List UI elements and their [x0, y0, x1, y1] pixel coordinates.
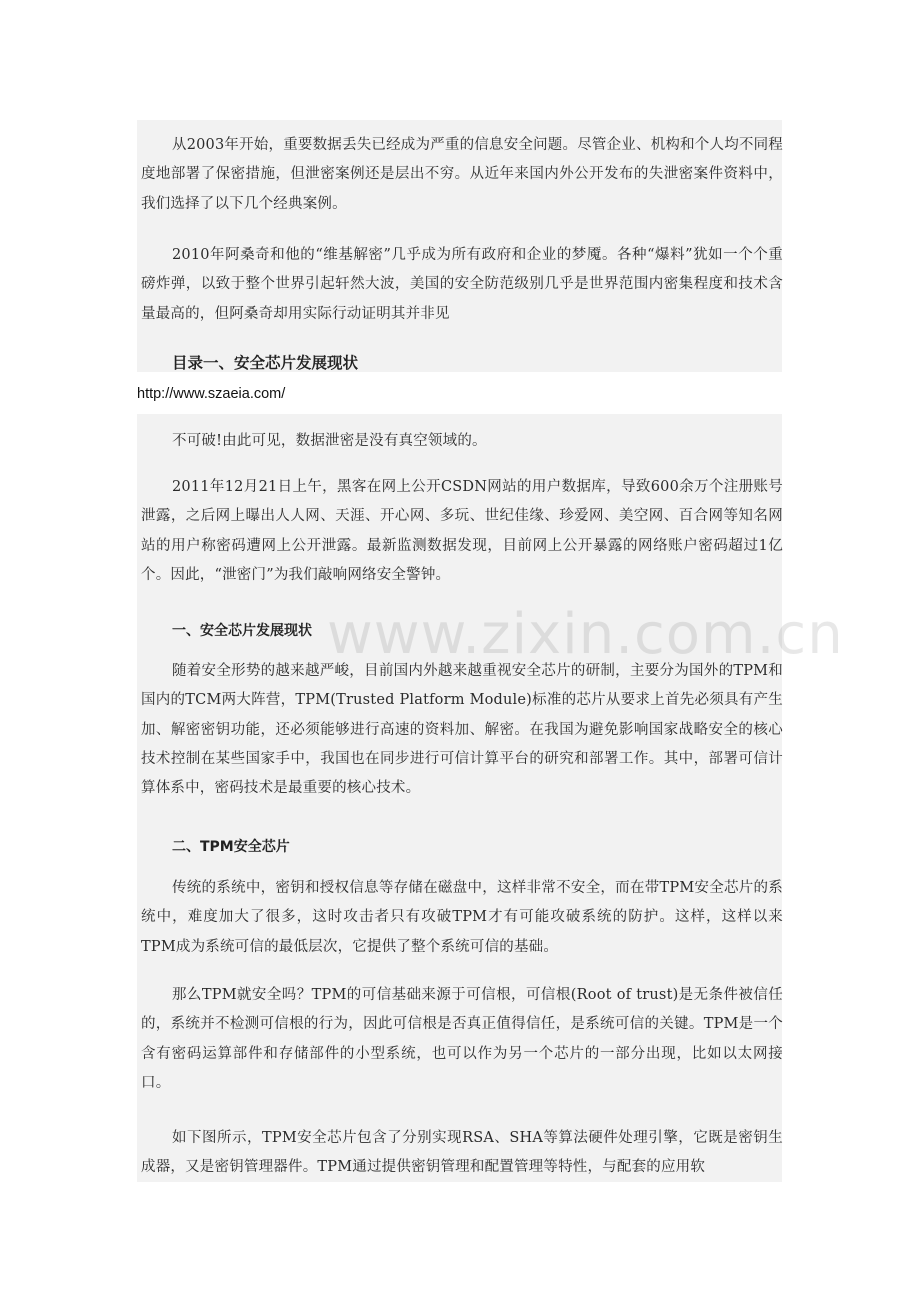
paragraph-traditional-system: 传统的系统中，密钥和授权信息等存储在磁盘中，这样非常不安全，而在带TPM安全芯片的系统中，难度加大了很多，这时攻击者只有攻破TPM才有可能攻破系统的防护。这样，这样以来TPM成为系统可信的最低层次，它提供了整个系统可信的基础。 — [141, 880, 783, 955]
paragraph-wikileaks: 2010年阿桑奇和他的“维基解密”几乎成为所有政府和企业的梦魇。各种“爆料”犹如一个个重磅炸弹，以致于整个世界引起轩然大波，美国的安全防范级别几乎是世界范围内密集程度和技术含量最高的，但阿桑奇却用实际行动证明其并非见 — [141, 247, 783, 322]
paragraph-chip-status: 随着安全形势的越来越严峻，目前国内外越来越重视安全芯片的研制，主要分为国外的TPM和国内的TCM两大阵营，TPM(Trusted Platform Module)标准的芯片从要求上首先必须具有产生加、解密密钥功能，还必须能够进行高速的资料加、解密。在我国为避免影响国家战略安全的核心技术控制在某些国家手中，我国也在同步进行可信计算平台的研究和部署工作。其中，部署可信计算体系中，密码技术是最重要的核心技术。 — [141, 663, 783, 797]
paragraph-csdn-leak: 2011年12月21日上午，黑客在网上公开CSDN网站的用户数据库，导致600余万个注册账号泄露，之后网上曝出人人网、天涯、开心网、多玩、世纪佳缘、珍爱网、美空网、百合网等知名网站的用户称密码遭网上公开泄露。最新监测数据发现，目前网上公开暴露的网络账户密码超过1亿个。因此，“泄密门”为我们敲响网络安全警钟。 — [141, 479, 783, 583]
section-heading-tpm: 二、TPM安全芯片 — [172, 839, 290, 855]
section-heading-chip-status: 一、安全芯片发展现状 — [172, 623, 312, 639]
toc-heading: 目录一、安全芯片发展现状 — [172, 354, 359, 372]
paragraph-intro: 从2003年开始，重要数据丢失已经成为严重的信息安全问题。尽管企业、机构和个人均不同程度地部署了保密措施，但泄密案例还是层出不穷。从近年来国内外公开发布的失泄密案件资料中，我们选择了以下几个经典案例。 — [141, 137, 783, 212]
paragraph-conclusion: 不可破!由此可见，数据泄密是没有真空领域的。 — [172, 433, 487, 449]
paragraph-tpm-diagram: 如下图所示，TPM安全芯片包含了分别实现RSA、SHA等算法硬件处理引擎，它既是密钥生成器，又是密钥管理器件。TPM通过提供密钥管理和配置管理等特性，与配套的应用软 — [141, 1130, 783, 1176]
source-url-link[interactable]: http://www.szaeia.com/ — [137, 386, 286, 402]
paragraph-root-of-trust: 那么TPM就安全吗？TPM的可信基础来源于可信根，可信根(Root of trust)是无条件被信任的，系统并不检测可信根的行为，因此可信根是否真正值得信任，是系统可信的关键。TPM是一个含有密码运算部件和存储部件的小型系统，也可以作为另一个芯片的一部分出现，比如以太网接口。 — [141, 987, 783, 1091]
